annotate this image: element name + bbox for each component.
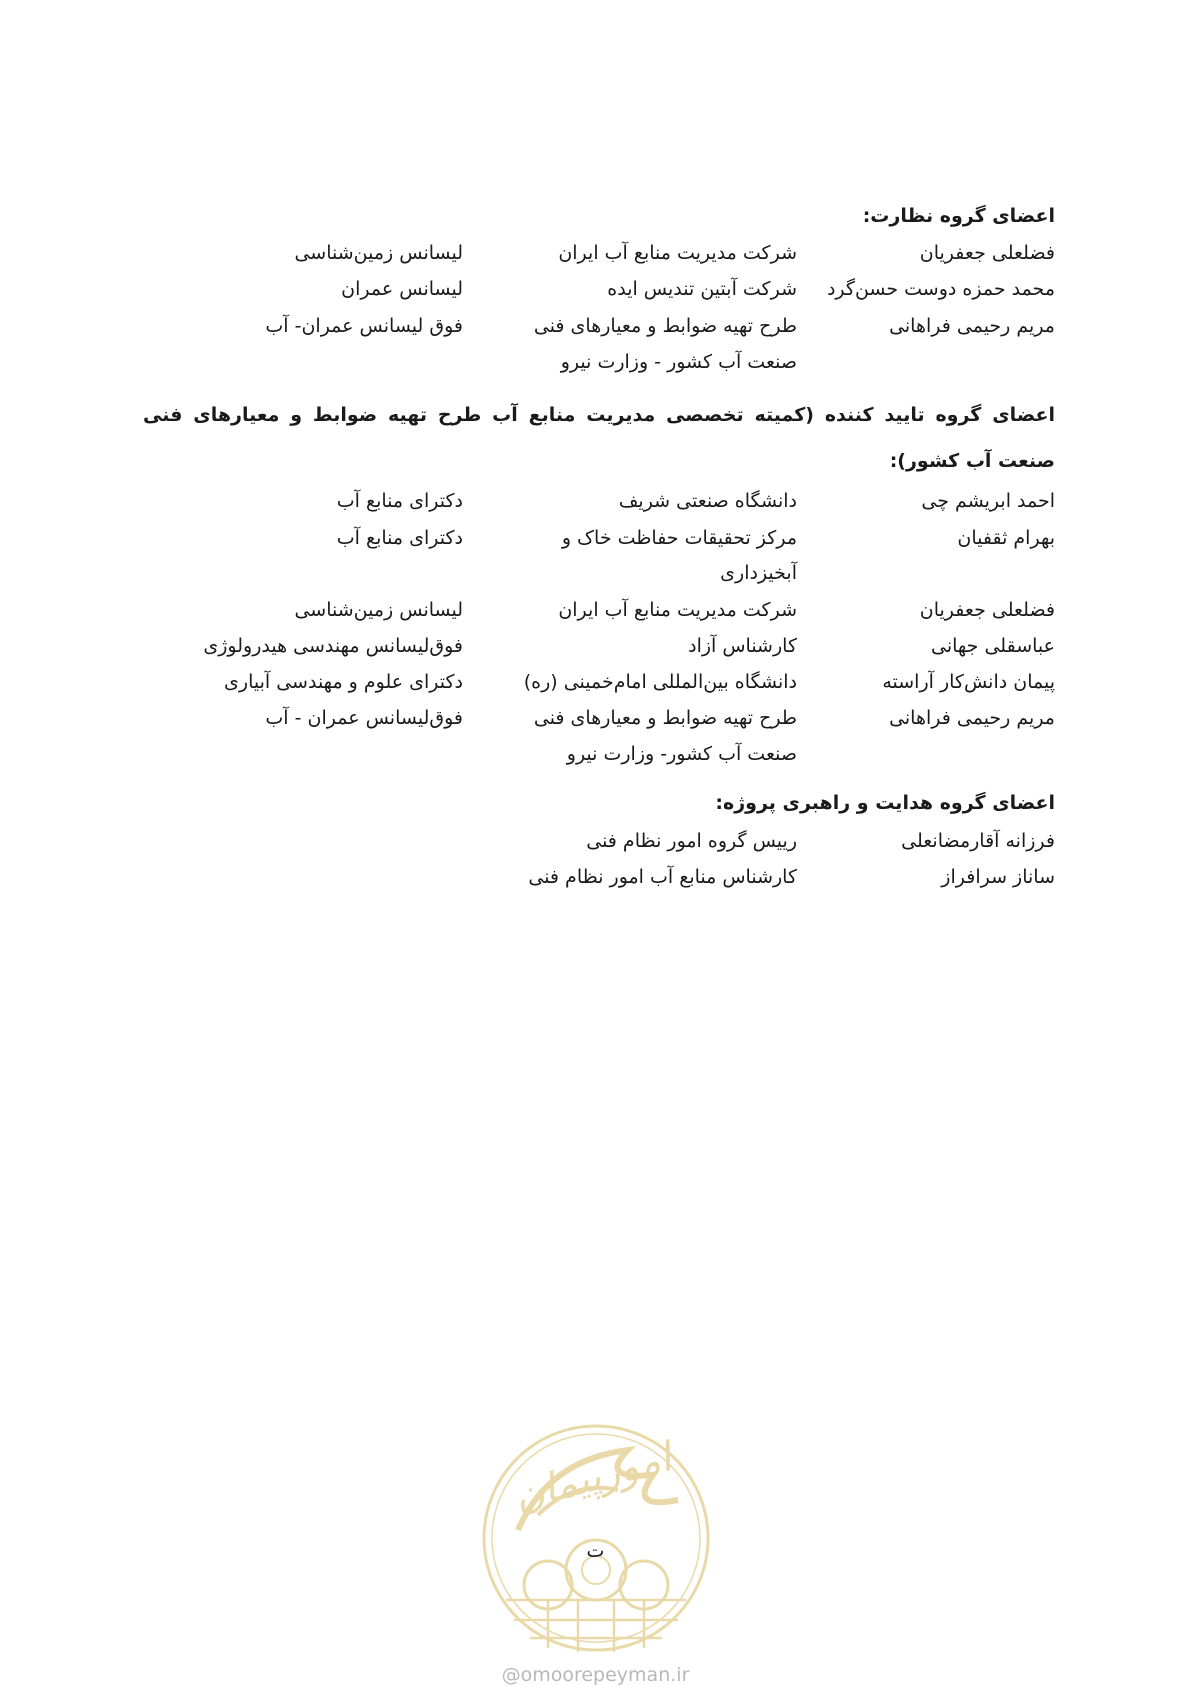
member-degree: لیسانس زمین‌شناسی [294,242,463,264]
table-row [0,518,1191,558]
table-row-continuation [0,734,1191,774]
guidance-heading: اعضای گروه هدایت و راهبری پروژه: [715,792,1055,814]
member-name: عباسقلی جهانی [931,635,1055,657]
member-name: فرزانه آقارمضانعلی [901,830,1055,852]
member-org: شرکت آبتین تندیس ایده [607,278,797,300]
watermark-logo-icon [478,1420,714,1656]
member-org: دانشگاه بین‌المللی امام‌خمینی (ره) [523,671,797,693]
table-row [0,233,1191,273]
watermark-footer: @omoorepeyman.ir [501,1664,690,1686]
table-row-continuation [0,342,1191,382]
member-role: کارشناس منابع آب امور نظام فنی [528,866,797,888]
member-org: شرکت مدیریت منابع آب ایران [558,599,797,621]
table-row [0,306,1191,346]
member-org-line2: آبخیزداری [720,562,797,584]
member-name: فضلعلی جعفریان [919,242,1055,264]
member-name: مریم رحیمی فراهانی [889,315,1055,337]
member-degree: دکترای منابع آب [336,527,463,549]
member-degree: دکترای منابع آب [336,490,463,512]
member-org: کارشناس آزاد [688,635,797,657]
member-org: شرکت مدیریت منابع آب ایران [558,242,797,264]
table-row [0,590,1191,630]
member-org-line2: صنعت آب کشور - وزارت نیرو [560,351,797,373]
member-org: مرکز تحقیقات حفاظت خاک و [561,527,797,549]
member-name: فضلعلی جعفریان [919,599,1055,621]
table-row [0,269,1191,309]
member-org: دانشگاه صنعتی شریف [618,490,797,512]
member-degree: لیسانس عمران [341,278,463,300]
member-name: مریم رحیمی فراهانی [889,707,1055,729]
table-row [0,481,1191,521]
table-row [0,857,1191,897]
member-degree: فوق‌لیسانس عمران - آب [265,707,463,729]
member-org-line2: صنعت آب کشور- وزارت نیرو [566,743,797,765]
member-name: محمد حمزه دوست حسن‌گرد [826,278,1055,300]
member-name: ساناز سرافراز [941,866,1055,888]
page-number: ت [586,1540,605,1562]
approval-heading: اعضای گروه تایید کننده (کمیته تخصصی مدیریت منابع آب طرح تهیه ضوابط و معیارهای فنی صنعت آب کشور): [143,404,1055,472]
member-degree: لیسانس زمین‌شناسی [294,599,463,621]
supervision-heading: اعضای گروه نظارت: [862,205,1055,227]
member-org: طرح تهیه ضوابط و معیارهای فنی [533,315,797,337]
table-row-continuation [0,553,1191,593]
member-org: طرح تهیه ضوابط و معیارهای فنی [533,707,797,729]
member-degree: فوق لیسانس عمران- آب [265,315,463,337]
member-degree: فوق‌لیسانس مهندسی هیدرولوژی [203,635,463,657]
member-role: رییس گروه امور نظام فنی [586,830,797,852]
table-row [0,662,1191,702]
table-row [0,626,1191,666]
member-name: احمد ابریشم چی [921,490,1055,512]
table-row [0,698,1191,738]
member-name: بهرام ثقفیان [957,527,1055,549]
table-row [0,821,1191,861]
member-degree: دکترای علوم و مهندسی آبیاری [224,671,463,693]
watermark-lettering: امورپیمان [509,1434,677,1521]
member-name: پیمان دانش‌کار آراسته [882,671,1055,693]
